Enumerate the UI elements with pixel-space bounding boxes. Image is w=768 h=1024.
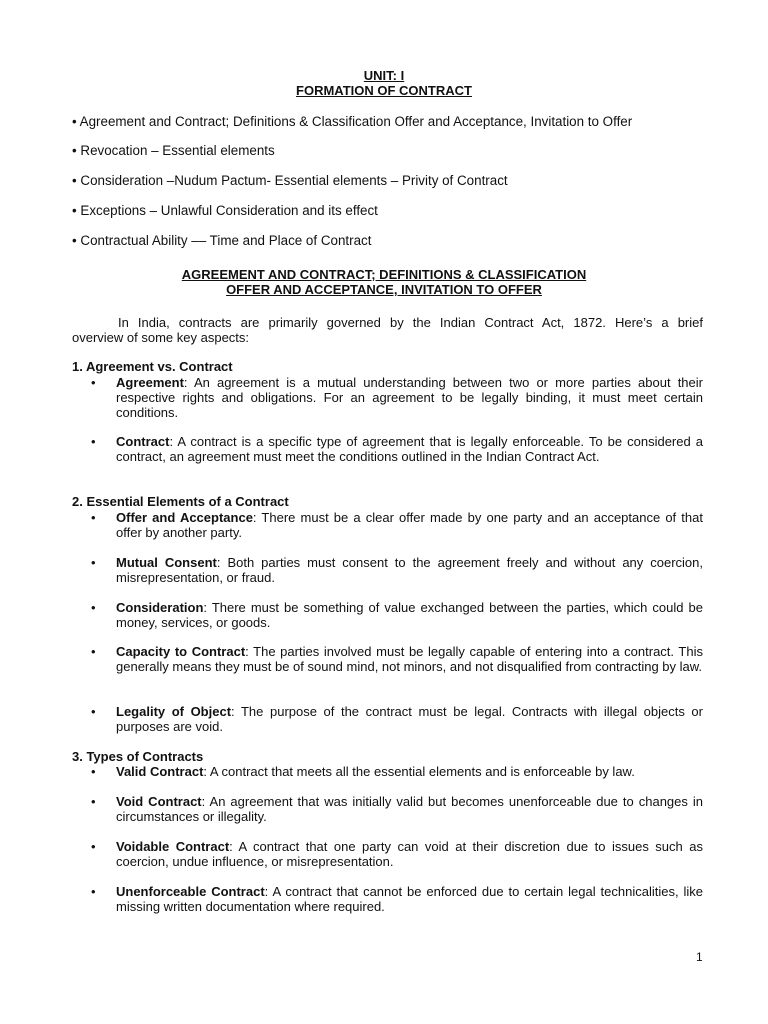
- list-item: [91, 510, 703, 540]
- item-text: : A contract that cannot be enforced due to certain legal technicalities, like missing written documentation where required.: [116, 884, 703, 914]
- section-heading: OFFER AND ACCEPTANCE, INVITATION TO OFFER: [226, 282, 542, 297]
- item-text: : A contract is a specific type of agreement that is legally enforceable. To be considered a contract, an agreement must meet the conditions outlined in the Indian Contract Act.: [116, 434, 703, 464]
- topic-item: • Exceptions – Unlawful Consideration and its effect: [72, 203, 378, 218]
- topic-item: • Agreement and Contract; Definitions & Classification Offer and Acceptance, Invitation to Offer: [72, 114, 633, 129]
- bullet-icon: •: [91, 510, 96, 525]
- topic-item: • Consideration –Nudum Pactum- Essential elements – Privity of Contract: [72, 173, 508, 188]
- item-term: Consideration: [116, 600, 204, 615]
- section-heading-essential-elements: 2. Essential Elements of a Contract: [72, 494, 289, 509]
- item-text: : An agreement is a mutual understanding between two or more parties about their respective rights and obligations. For an agreement to be legally binding, it must meet certain conditions.: [116, 375, 703, 420]
- list-item: [91, 644, 703, 674]
- section-heading: AGREEMENT AND CONTRACT; DEFINITIONS & CLASSIFICATION: [181, 267, 587, 282]
- bullet-icon: •: [91, 600, 96, 615]
- item-term: Agreement: [116, 375, 184, 390]
- item-term: Unenforceable Contract: [116, 884, 265, 899]
- list-item: [91, 794, 703, 824]
- page-number: 1: [696, 950, 703, 964]
- section-heading-types-of-contracts: 3. Types of Contracts: [72, 749, 204, 764]
- bullet-icon: •: [91, 644, 96, 659]
- item-term: Mutual Consent: [116, 555, 217, 570]
- item-text: : An agreement that was initially valid but becomes unenforceable due to changes in circumstances or illegality.: [116, 794, 703, 824]
- list-item: [91, 884, 703, 914]
- item-text: : Both parties must consent to the agreement freely and without any coercion, misrepresentation, or fraud.: [116, 555, 704, 585]
- topic-item: • Contractual Ability –– Time and Place of Contract: [72, 233, 372, 248]
- item-term: Valid Contract: [116, 764, 204, 779]
- topic-item: • Revocation – Essential elements: [72, 143, 275, 158]
- item-term: Contract: [116, 434, 170, 449]
- unit-title: UNIT: I: [363, 68, 405, 83]
- list-item: [91, 764, 703, 779]
- unit-subtitle: FORMATION OF CONTRACT: [296, 83, 472, 98]
- intro-paragraph-line: In India, contracts are primarily governed by the Indian Contract Act, 1872. Here’s a brief: [118, 315, 703, 330]
- section-heading-agreement-vs-contract: 1. Agreement vs. Contract: [72, 359, 233, 374]
- bullet-icon: •: [91, 375, 96, 390]
- item-term: Void Contract: [116, 794, 202, 809]
- item-text: : A contract that meets all the essential elements and is enforceable by law.: [203, 764, 635, 779]
- item-text: : There must be something of value exchanged between the parties, which could be money, services, or goods.: [116, 600, 703, 630]
- bullet-icon: •: [91, 884, 96, 899]
- bullet-icon: •: [91, 839, 96, 854]
- list-item: [91, 375, 703, 420]
- list-item: [91, 555, 704, 585]
- intro-paragraph-line: overview of some key aspects:: [72, 330, 250, 345]
- list-item: [91, 600, 703, 630]
- item-term: Legality of Object: [116, 704, 232, 719]
- item-term: Voidable Contract: [116, 839, 230, 854]
- bullet-icon: •: [91, 555, 96, 570]
- bullet-icon: •: [91, 704, 96, 719]
- item-text: : There must be a clear offer made by one party and an acceptance of that offer by another party.: [116, 510, 703, 540]
- bullet-icon: •: [91, 764, 96, 779]
- item-term: Capacity to Contract: [116, 644, 246, 659]
- item-text: : A contract that one party can void at their discretion due to issues such as coercion, undue influence, or misrepresentation.: [116, 839, 703, 869]
- item-term: Offer and Acceptance: [116, 510, 253, 525]
- bullet-icon: •: [91, 434, 96, 449]
- item-text: : The purpose of the contract must be legal. Contracts with illegal objects or purposes are void.: [116, 704, 703, 734]
- bullet-icon: •: [91, 794, 96, 809]
- list-item: [91, 839, 703, 869]
- list-item: [91, 704, 703, 734]
- item-text: : The parties involved must be legally capable of entering into a contract. This generally means they must be of sound mind, not minors, and not disqualified from contracting by law.: [116, 644, 703, 674]
- list-item: [91, 434, 703, 464]
